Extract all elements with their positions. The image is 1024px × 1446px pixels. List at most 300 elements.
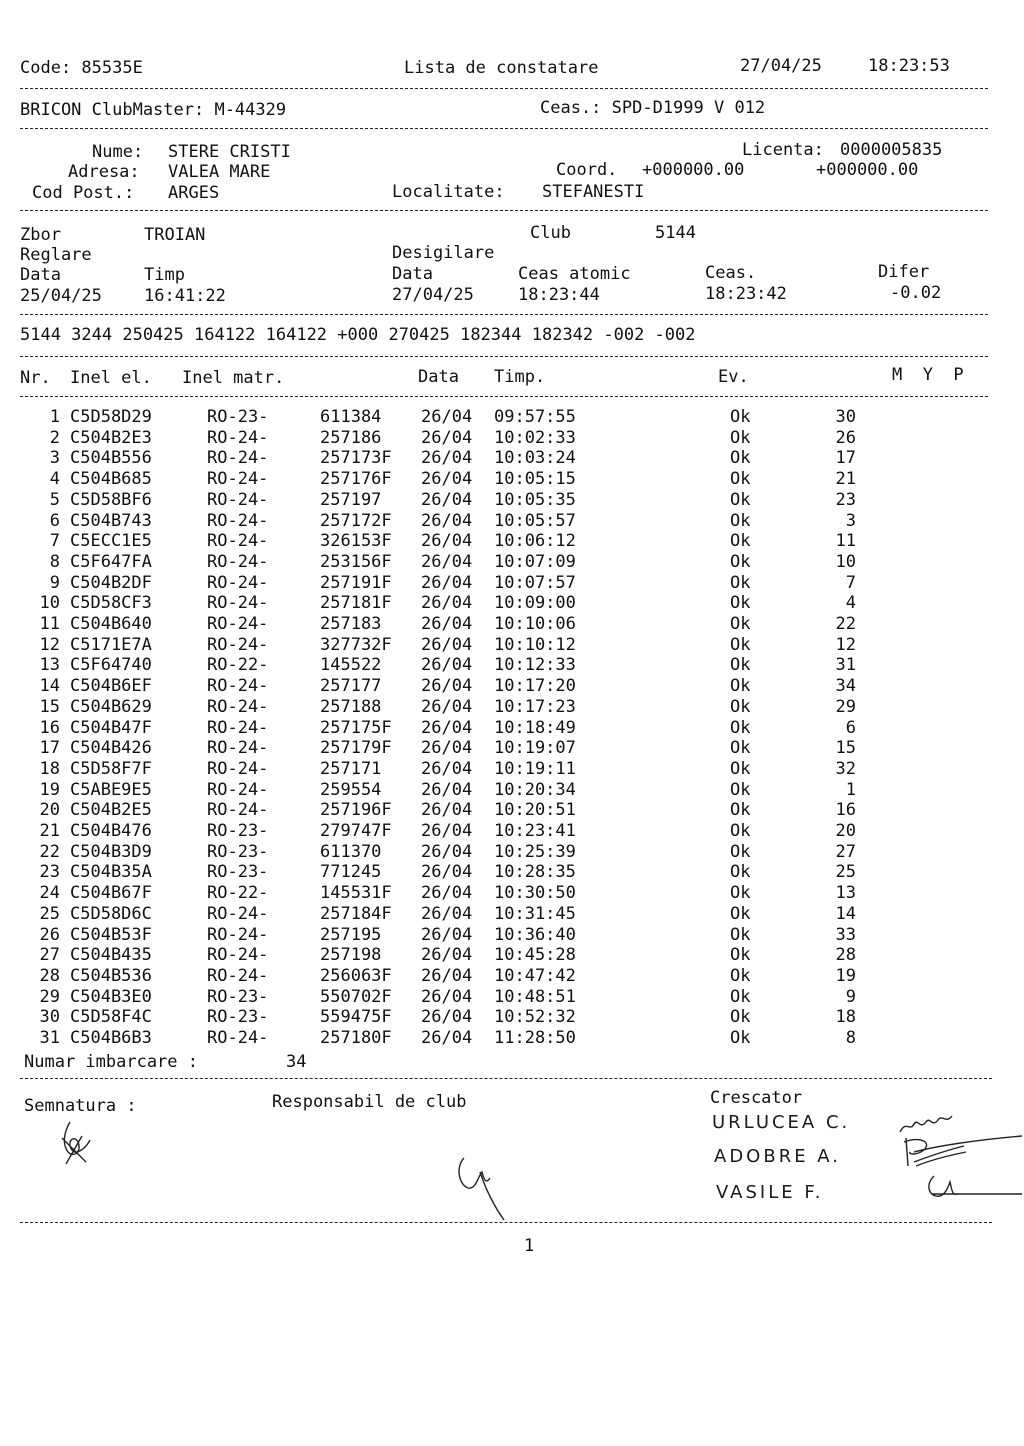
boarding-label: Numar imbarcare : [24, 1052, 198, 1072]
row-number: 19 [39, 779, 60, 800]
arrival-time: 10:05:57 [494, 510, 576, 531]
row-number: 31 [39, 1028, 60, 1048]
arrival-date: 26/04 [421, 1028, 473, 1048]
event-status: Ok [730, 510, 751, 531]
row-number: 15 [39, 696, 60, 717]
arrival-date: 26/04 [421, 986, 473, 1007]
divider [20, 356, 988, 357]
row-number: 5 [49, 489, 60, 510]
arrival-date: 26/04 [421, 469, 473, 490]
arrival-time: 10:52:32 [494, 1007, 576, 1028]
event-status: Ok [730, 1007, 751, 1028]
basket-position: 25 [835, 862, 856, 883]
arrival-time: 10:17:20 [494, 676, 576, 697]
row-number: 10 [39, 593, 60, 614]
basket-position: 16 [835, 800, 856, 821]
ring-prefix: RO-24- [207, 779, 269, 800]
signature-scribble-icon [56, 1118, 96, 1166]
electronic-ring: C5F647FA [70, 551, 152, 572]
ring-prefix: RO-23- [207, 821, 269, 841]
setting-time-label: Timp [144, 265, 185, 285]
row-number: 20 [39, 800, 60, 821]
arrival-time: 10:03:24 [494, 448, 576, 469]
ring-number: 253156F [320, 551, 392, 572]
arrival-date: 26/04 [421, 427, 473, 448]
arrival-date: 26/04 [421, 841, 473, 862]
event-status: Ok [730, 862, 751, 883]
col-header-nr: Nr. [20, 368, 51, 388]
event-status: Ok [730, 696, 751, 717]
ring-prefix: RO-24- [207, 758, 269, 779]
table-row [0, 987, 1000, 1008]
electronic-ring: C5D58CF3 [70, 593, 152, 614]
event-status: Ok [730, 407, 751, 427]
basket-position: 30 [835, 407, 856, 427]
row-number: 25 [39, 903, 60, 924]
boarding-count: 34 [286, 1052, 307, 1072]
ring-number: 326153F [320, 531, 392, 552]
ring-number: 550702F [320, 986, 392, 1007]
arrival-date: 26/04 [421, 758, 473, 779]
flight-name: TROIAN [144, 225, 206, 245]
row-number: 8 [49, 551, 60, 572]
basket-position: 14 [835, 903, 856, 924]
event-status: Ok [730, 924, 751, 945]
responsible-label: Responsabil de club [272, 1092, 467, 1112]
event-status: Ok [730, 469, 751, 490]
ring-number: 771245 [320, 862, 382, 883]
row-number: 16 [39, 717, 60, 738]
table-row [0, 1028, 1000, 1049]
ring-prefix: RO-23- [207, 986, 269, 1007]
name-label: Nume: [92, 142, 144, 162]
basket-position: 10 [835, 551, 856, 572]
unseal-date-label: Data [392, 264, 433, 284]
event-status: Ok [730, 717, 751, 738]
electronic-ring: C504B53F [70, 924, 152, 945]
table-row [0, 511, 1000, 532]
basket-position: 17 [835, 448, 856, 469]
arrival-time: 10:05:15 [494, 469, 576, 490]
event-status: Ok [730, 531, 751, 552]
basket-position: 28 [835, 945, 856, 966]
row-number: 4 [49, 469, 60, 490]
row-number: 29 [39, 986, 60, 1007]
electronic-ring: C504B556 [70, 448, 152, 469]
row-number: 17 [39, 738, 60, 759]
table-row [0, 490, 1000, 511]
setting-time: 16:41:22 [144, 286, 226, 306]
table-row [0, 407, 1000, 428]
ring-number: 257191F [320, 572, 392, 593]
row-number: 2 [49, 427, 60, 448]
ring-prefix: RO-24- [207, 469, 269, 490]
license-label: Licenta: [742, 140, 824, 160]
table-row [0, 552, 1000, 573]
arrival-date: 26/04 [421, 489, 473, 510]
arrival-time: 10:19:11 [494, 758, 576, 779]
ring-number: 257197 [320, 489, 382, 510]
code-line: 5144 3244 250425 164122 164122 +000 270425 182344 182342 -002 -002 [20, 325, 696, 345]
col-header-myp: M Y P [892, 365, 964, 385]
row-number: 28 [39, 965, 60, 986]
event-status: Ok [730, 945, 751, 966]
event-status: Ok [730, 883, 751, 904]
ring-prefix: RO-24- [207, 1028, 269, 1048]
clock-model: Ceas.: SPD-D1999 V 012 [540, 98, 766, 118]
table-row [0, 573, 1000, 594]
electronic-ring: C504B3E0 [70, 986, 152, 1007]
difference-value: -0.02 [890, 283, 942, 303]
event-status: Ok [730, 448, 751, 469]
basket-position: 33 [835, 924, 856, 945]
basket-position: 29 [835, 696, 856, 717]
event-status: Ok [730, 634, 751, 655]
coord-label: Coord. [556, 160, 618, 180]
ring-number: 257172F [320, 510, 392, 531]
table-row [0, 883, 1000, 904]
basket-position: 9 [845, 986, 856, 1007]
arrival-time: 10:17:23 [494, 696, 576, 717]
ring-number: 257176F [320, 469, 392, 490]
table-row [0, 945, 1000, 966]
ring-number: 257196F [320, 800, 392, 821]
divider [20, 210, 988, 211]
coord-longitude: +000000.00 [816, 160, 919, 180]
ring-prefix: RO-23- [207, 407, 269, 427]
arrival-time: 10:20:34 [494, 779, 576, 800]
ring-prefix: RO-24- [207, 800, 269, 821]
event-status: Ok [730, 779, 751, 800]
table-row [0, 966, 1000, 987]
arrival-date: 26/04 [421, 407, 473, 427]
arrival-time: 10:20:51 [494, 800, 576, 821]
basket-position: 23 [835, 489, 856, 510]
ring-prefix: RO-22- [207, 655, 269, 676]
address-label: Adresa: [68, 162, 140, 182]
row-number: 1 [49, 407, 60, 427]
basket-position: 4 [845, 593, 856, 614]
unseal-date: 27/04/25 [392, 285, 474, 305]
electronic-ring: C504B6B3 [70, 1028, 152, 1048]
breeder-signature-2-icon [896, 1132, 1024, 1172]
ring-prefix: RO-24- [207, 489, 269, 510]
arrival-time: 10:07:09 [494, 551, 576, 572]
row-number: 12 [39, 634, 60, 655]
ring-prefix: RO-24- [207, 676, 269, 697]
ring-number: 257183 [320, 614, 382, 634]
table-row [0, 904, 1000, 925]
arrival-date: 26/04 [421, 903, 473, 924]
club-number: 5144 [655, 223, 696, 243]
arrival-time: 11:28:50 [494, 1028, 576, 1048]
arrival-date: 26/04 [421, 862, 473, 883]
basket-position: 3 [845, 510, 856, 531]
arrival-time: 09:57:55 [494, 407, 576, 427]
electronic-ring: C5171E7A [70, 634, 152, 655]
arrival-date: 26/04 [421, 634, 473, 655]
event-status: Ok [730, 738, 751, 759]
col-header-ev: Ev. [718, 367, 749, 387]
table-row [0, 759, 1000, 780]
electronic-ring: C504B476 [70, 821, 152, 841]
ring-number: 257181F [320, 593, 392, 614]
table-row [0, 800, 1000, 821]
table-row [0, 842, 1000, 863]
club-label: Club [530, 223, 571, 243]
ring-prefix: RO-24- [207, 945, 269, 966]
electronic-ring: C504B3D9 [70, 841, 152, 862]
row-number: 30 [39, 1007, 60, 1028]
arrival-time: 10:36:40 [494, 924, 576, 945]
row-number: 18 [39, 758, 60, 779]
license-number: 0000005835 [840, 140, 943, 160]
arrival-date: 26/04 [421, 676, 473, 697]
arrival-date: 26/04 [421, 800, 473, 821]
basket-position: 1 [845, 779, 856, 800]
row-number: 14 [39, 676, 60, 697]
ring-number: 279747F [320, 821, 392, 841]
col-header-time: Timp. [494, 367, 546, 387]
electronic-ring: C504B426 [70, 738, 152, 759]
arrival-date: 26/04 [421, 696, 473, 717]
document-date: 27/04/25 [740, 56, 822, 76]
ring-number: 257184F [320, 903, 392, 924]
arrival-date: 26/04 [421, 738, 473, 759]
event-status: Ok [730, 986, 751, 1007]
event-status: Ok [730, 758, 751, 779]
ring-prefix: RO-24- [207, 427, 269, 448]
setting-date: 25/04/25 [20, 286, 102, 306]
ring-number: 257186 [320, 427, 382, 448]
ring-number: 259554 [320, 779, 382, 800]
arrival-time: 10:07:57 [494, 572, 576, 593]
electronic-ring: C504B2E3 [70, 427, 152, 448]
row-number: 26 [39, 924, 60, 945]
electronic-ring: C5D58BF6 [70, 489, 152, 510]
table-row [0, 1007, 1000, 1028]
locality-label: Localitate: [392, 182, 505, 202]
arrival-time: 10:30:50 [494, 883, 576, 904]
divider [20, 88, 988, 89]
row-number: 11 [39, 614, 60, 634]
arrival-time: 10:10:06 [494, 614, 576, 634]
ring-prefix: RO-24- [207, 924, 269, 945]
event-status: Ok [730, 572, 751, 593]
arrival-date: 26/04 [421, 510, 473, 531]
ring-prefix: RO-24- [207, 510, 269, 531]
row-number: 21 [39, 821, 60, 841]
divider [20, 396, 988, 397]
ring-prefix: RO-24- [207, 593, 269, 614]
table-row [0, 531, 1000, 552]
event-status: Ok [730, 965, 751, 986]
basket-position: 32 [835, 758, 856, 779]
event-status: Ok [730, 655, 751, 676]
electronic-ring: C5D58D29 [70, 407, 152, 427]
document-code: Code: 85535E [20, 58, 143, 78]
electronic-ring: C5D58D6C [70, 903, 152, 924]
electronic-ring: C504B629 [70, 696, 152, 717]
ring-number: 257179F [320, 738, 392, 759]
row-number: 24 [39, 883, 60, 904]
table-row [0, 614, 1000, 635]
document-time: 18:23:53 [868, 56, 950, 76]
arrival-time: 10:06:12 [494, 531, 576, 552]
basket-position: 7 [845, 572, 856, 593]
divider [20, 314, 988, 315]
page-number: 1 [524, 1236, 535, 1256]
arrival-date: 26/04 [421, 551, 473, 572]
row-number: 22 [39, 841, 60, 862]
basket-position: 6 [845, 717, 856, 738]
arrival-time: 10:12:33 [494, 655, 576, 676]
electronic-ring: C504B35A [70, 862, 152, 883]
arrival-time: 10:19:07 [494, 738, 576, 759]
arrival-time: 10:25:39 [494, 841, 576, 862]
signature-label: Semnatura : [24, 1096, 137, 1116]
basket-position: 26 [835, 427, 856, 448]
arrival-time: 10:05:35 [494, 489, 576, 510]
atomic-clock-label: Ceas atomic [518, 264, 631, 284]
basket-position: 20 [835, 821, 856, 841]
basket-position: 31 [835, 655, 856, 676]
ring-prefix: RO-24- [207, 614, 269, 634]
arrival-time: 10:23:41 [494, 821, 576, 841]
unsealing-label: Desigilare [392, 243, 495, 263]
ring-prefix: RO-24- [207, 634, 269, 655]
row-number: 13 [39, 655, 60, 676]
basket-position: 34 [835, 676, 856, 697]
ring-number: 145522 [320, 655, 382, 676]
event-status: Ok [730, 1028, 751, 1048]
basket-position: 13 [835, 883, 856, 904]
row-number: 3 [49, 448, 60, 469]
ring-number: 257173F [320, 448, 392, 469]
table-row [0, 448, 1000, 469]
event-status: Ok [730, 676, 751, 697]
locality-value: STEFANESTI [542, 182, 645, 202]
ring-prefix: RO-24- [207, 448, 269, 469]
table-row [0, 821, 1000, 842]
ring-prefix: RO-23- [207, 1007, 269, 1028]
arrival-date: 26/04 [421, 593, 473, 614]
arrival-time: 10:18:49 [494, 717, 576, 738]
address-value: VALEA MARE [168, 162, 271, 182]
electronic-ring: C504B743 [70, 510, 152, 531]
arrival-date: 26/04 [421, 945, 473, 966]
event-status: Ok [730, 821, 751, 841]
event-status: Ok [730, 593, 751, 614]
electronic-ring: C5D58F4C [70, 1007, 152, 1028]
fancier-name: STERE CRISTI [168, 142, 291, 162]
ring-number: 257171 [320, 758, 382, 779]
col-header-ring-matr: Inel matr. [182, 368, 285, 388]
arrival-date: 26/04 [421, 779, 473, 800]
postal-value: ARGES [168, 183, 220, 203]
basket-position: 15 [835, 738, 856, 759]
ring-number: 145531F [320, 883, 392, 904]
ring-prefix: RO-23- [207, 862, 269, 883]
basket-position: 21 [835, 469, 856, 490]
col-header-ring-el: Inel el. [70, 368, 152, 388]
ring-number: 611384 [320, 407, 382, 427]
event-status: Ok [730, 551, 751, 572]
basket-position: 19 [835, 965, 856, 986]
arrival-date: 26/04 [421, 883, 473, 904]
ring-number: 257177 [320, 676, 382, 697]
ring-prefix: RO-22- [207, 883, 269, 904]
arrival-time: 10:31:45 [494, 903, 576, 924]
event-status: Ok [730, 841, 751, 862]
row-number: 23 [39, 862, 60, 883]
arrival-date: 26/04 [421, 1007, 473, 1028]
arrival-date: 26/04 [421, 531, 473, 552]
arrival-time: 10:09:00 [494, 593, 576, 614]
electronic-ring: C504B2DF [70, 572, 152, 593]
ring-prefix: RO-24- [207, 965, 269, 986]
basket-position: 12 [835, 634, 856, 655]
arrival-date: 26/04 [421, 924, 473, 945]
electronic-ring: C504B6EF [70, 676, 152, 697]
table-row [0, 593, 1000, 614]
event-status: Ok [730, 489, 751, 510]
basket-position: 22 [835, 614, 856, 634]
basket-position: 27 [835, 841, 856, 862]
breeder-name-1: URLUCEA C. [712, 1112, 851, 1133]
divider [20, 1078, 992, 1079]
table-row [0, 635, 1000, 656]
arrival-time: 10:48:51 [494, 986, 576, 1007]
arrival-time: 10:47:42 [494, 965, 576, 986]
postal-label: Cod Post.: [32, 183, 135, 203]
breeder-name-2: ADOBRE A. [714, 1146, 842, 1167]
arrival-date: 26/04 [421, 717, 473, 738]
table-row [0, 780, 1000, 801]
atomic-time: 18:23:44 [518, 285, 600, 305]
ring-prefix: RO-24- [207, 696, 269, 717]
arrival-time: 10:45:28 [494, 945, 576, 966]
electronic-ring: C504B67F [70, 883, 152, 904]
ring-number: 257175F [320, 717, 392, 738]
breeder-name-3: VASILE F. [716, 1182, 824, 1203]
clock-time: 18:23:42 [705, 284, 787, 304]
basket-position: 11 [835, 531, 856, 552]
setting-date-label: Data [20, 265, 61, 285]
ring-number: 611370 [320, 841, 382, 862]
arrival-date: 26/04 [421, 655, 473, 676]
divider [20, 1222, 992, 1223]
ring-number: 257198 [320, 945, 382, 966]
ring-number: 256063F [320, 965, 392, 986]
ring-prefix: RO-23- [207, 841, 269, 862]
col-header-date: Data [418, 367, 459, 387]
divider [20, 128, 988, 129]
club-signature-icon [452, 1150, 522, 1224]
basket-position: 18 [835, 1007, 856, 1028]
breeder-signature-3-icon [920, 1172, 1024, 1202]
event-status: Ok [730, 427, 751, 448]
table-row [0, 697, 1000, 718]
electronic-ring: C504B47F [70, 717, 152, 738]
electronic-ring: C5ABE9E5 [70, 779, 152, 800]
table-row [0, 469, 1000, 490]
row-number: 7 [49, 531, 60, 552]
arrival-time: 10:28:35 [494, 862, 576, 883]
row-number: 9 [49, 572, 60, 593]
row-number: 6 [49, 510, 60, 531]
table-row [0, 862, 1000, 883]
